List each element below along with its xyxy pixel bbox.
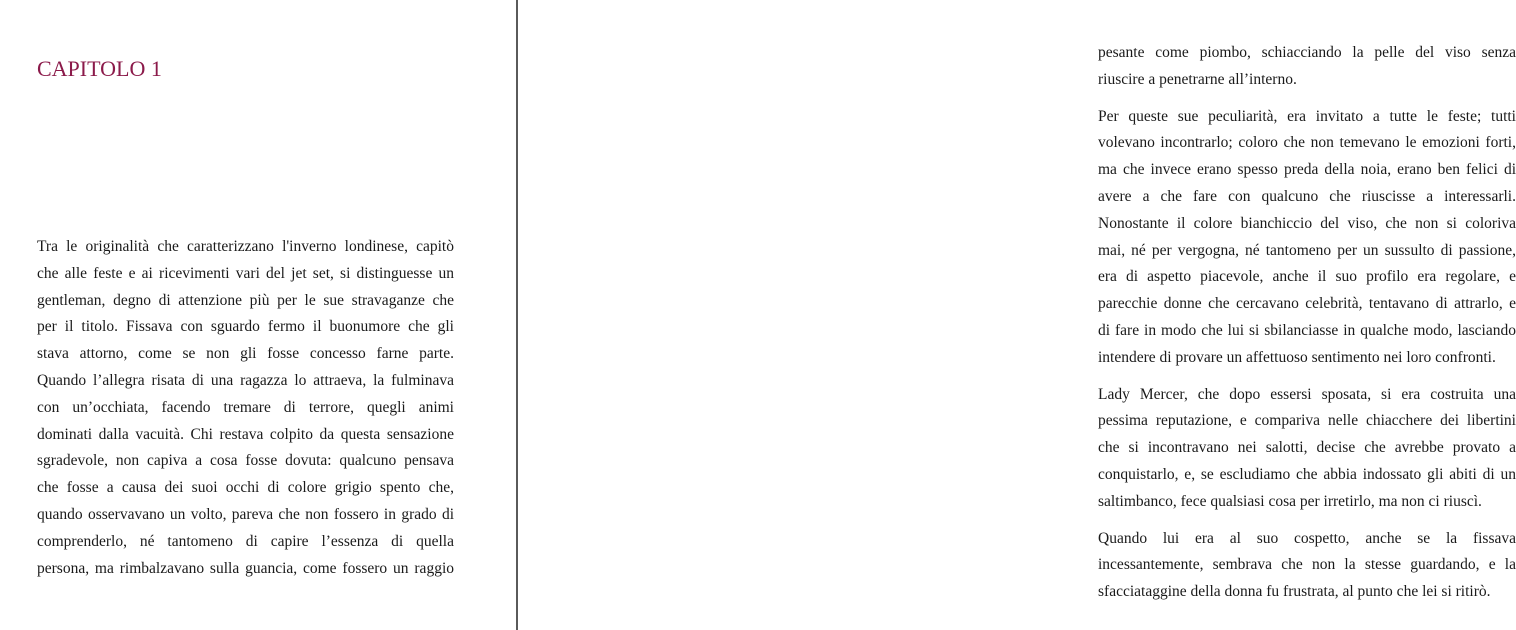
text-line: dominati dalla vacuità. Chi restava colpito da questa sensazione <box>37 425 454 443</box>
text-line: comprenderlo, né tantomeno di capire l’essenza di quella <box>37 532 454 550</box>
text-line: riuscire a penetrarne all’interno. <box>1098 70 1297 88</box>
text-line: che alle feste e ai ricevimenti vari del jet set, si distinguesse un <box>37 264 454 282</box>
right-page <box>518 0 1516 630</box>
text-line: Quando l’allegra risata di una ragazza lo attraeva, la fulminava <box>37 371 454 389</box>
text-line: per il titolo. Fissava con sguardo fermo il buonumore che gli <box>37 318 454 336</box>
text-line: volevano incontrarlo; coloro che non temevano le emozioni forti, <box>1098 134 1516 152</box>
text-line: gentleman, degno di attenzione più per le sue stravaganze che <box>37 291 454 309</box>
text-line: intendere di provare un affettuoso sentimento nei loro confronti. <box>1098 348 1496 366</box>
text-line: era di aspetto piacevole, anche il suo profilo era regolare, e <box>1098 268 1516 286</box>
paragraph <box>37 234 454 582</box>
text-line: che si incontravano nei salotti, decise che avrebbe provato a <box>1098 439 1516 457</box>
text-line: sgradevole, non capiva a cosa fosse dovuta: qualcuno pensava <box>37 452 454 470</box>
text-line: che fosse a causa dei suoi occhi di colore grigio spento che, <box>37 479 454 497</box>
text-line: Per queste sue peculiarità, era invitato a tutte le feste; tutti <box>1098 107 1516 125</box>
text-line: stava attorno, come se non gli fosse concesso farne parte. <box>37 345 454 363</box>
paragraph <box>1098 382 1516 516</box>
left-page <box>0 0 516 630</box>
text-line: incessantemente, sembrava che non la stesse guardando, e la <box>1098 556 1516 574</box>
text-line: Lady Mercer, che dopo essersi sposata, si era costruita una <box>1098 385 1516 403</box>
text-line: conquistarlo, e, se escludiamo che abbia indossato gli abiti di un <box>1098 465 1516 483</box>
text-line: persona, ma rimbalzavano sulla guancia, come fossero un raggio <box>37 559 454 577</box>
text-line: con un’occhiata, facendo tremare di terrore, quegli animi <box>37 398 454 416</box>
paragraph <box>1098 526 1516 606</box>
text-line: Quando lui era al suo cospetto, anche se la fissava <box>1098 529 1516 547</box>
text-line: pessima reputazione, e compariva nelle chiacchere dei libertini <box>1098 412 1516 430</box>
text-line: mai, né per vergogna, né tantomeno per un sussulto di passione, <box>1098 241 1516 259</box>
chapter-title: CAPITOLO 1 <box>37 55 162 81</box>
text-line: ma che invece erano spesso preda della noia, erano ben felici di <box>1098 161 1516 179</box>
text-line: quando osservavano un volto, pareva che non fossero in grado di <box>37 505 454 523</box>
text-line: pesante come piombo, schiacciando la pelle del viso senza <box>1098 44 1516 61</box>
text-line: parecchie donne che cercavano celebrità, tentavano di attrarlo, e <box>1098 295 1516 313</box>
text-line: Nonostante il colore bianchiccio del viso, che non si coloriva <box>1098 214 1516 232</box>
text-line: Tra le originalità che caratterizzano l'inverno londinese, capitò <box>37 238 454 255</box>
left-page-body <box>37 234 454 592</box>
paragraph <box>1098 104 1516 372</box>
right-page-body <box>1098 40 1516 616</box>
text-line: sfacciataggine della donna fu frustrata, al punto che lei si ritirò. <box>1098 583 1491 601</box>
text-line: avere a che fare con qualcuno che riuscisse a interessarli. <box>1098 187 1516 205</box>
paragraph <box>1098 40 1516 94</box>
text-line: saltimbanco, fece qualsiasi cosa per irretirlo, ma non ci riuscì. <box>1098 492 1482 510</box>
text-line: di fare in modo che lui si sbilanciasse in qualche modo, lasciando <box>1098 321 1516 339</box>
